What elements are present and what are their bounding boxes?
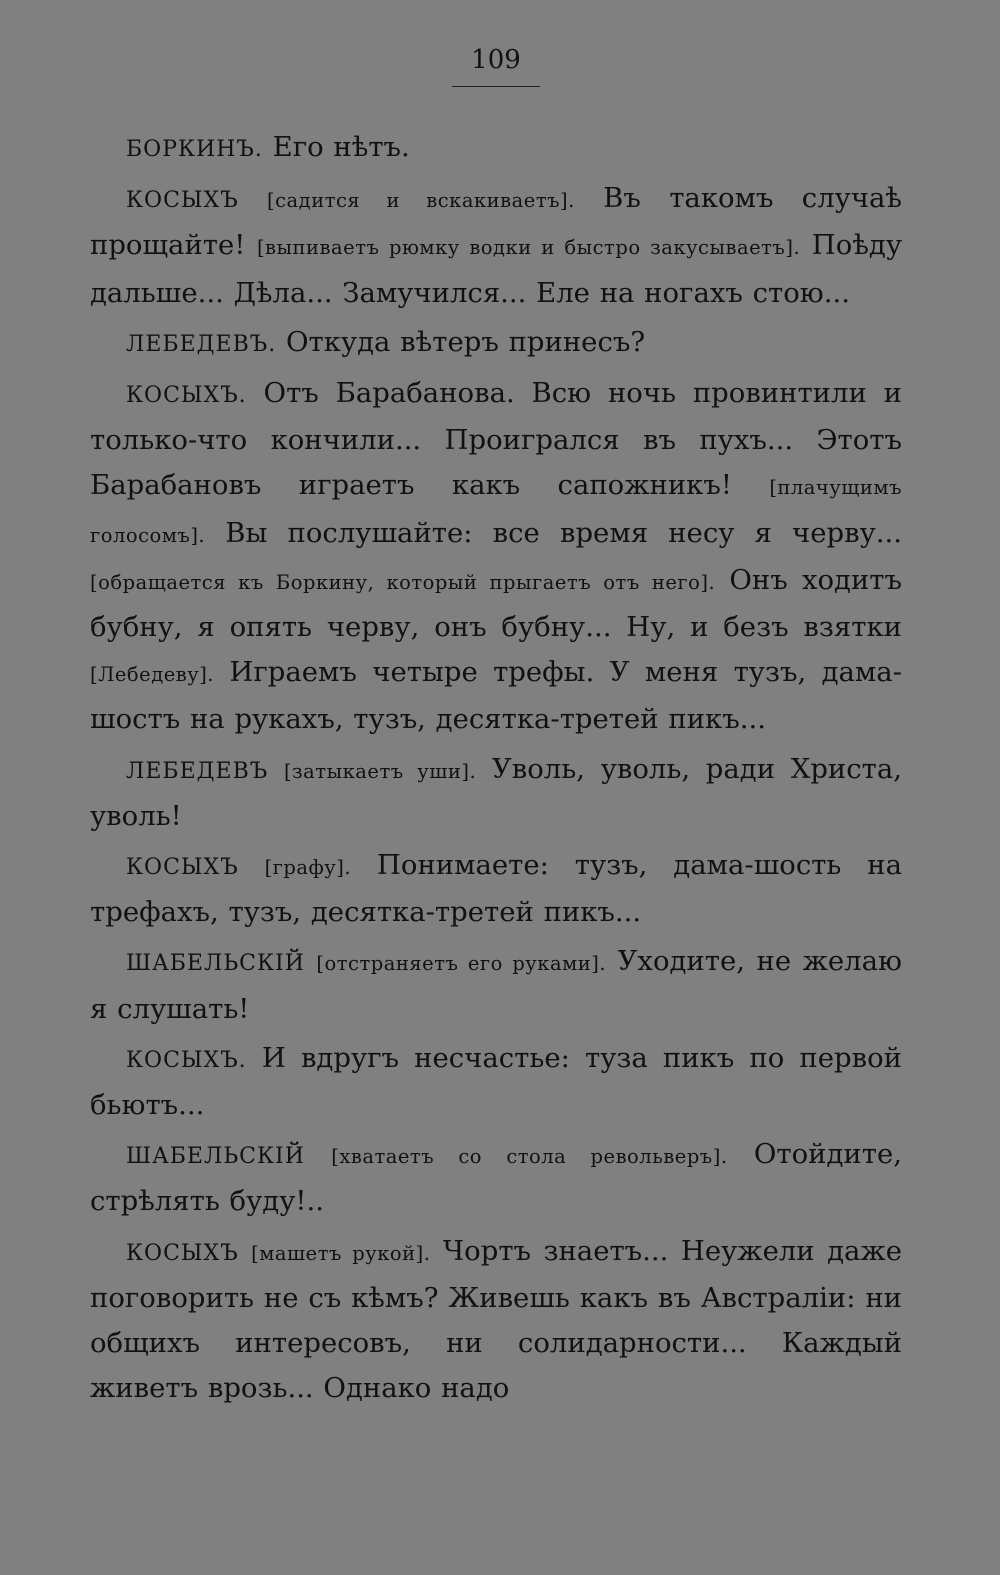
page-number: 109 <box>471 45 521 75</box>
dialogue-paragraph <box>90 320 902 367</box>
book-page <box>90 40 902 1540</box>
speech-text: Его нѣтъ. <box>272 131 410 163</box>
speaker-name: ЛЕБЕДЕВЪ <box>126 758 269 784</box>
speech-text: Онъ ходитъ бубну, я опять черву, онъ бубну... Ну, и безъ взятки <box>90 563 902 644</box>
speech-text: И вдругъ несчастье: туза пикъ по первой бьютъ... <box>90 1041 902 1122</box>
dialogue-paragraph <box>90 125 902 172</box>
speech-text: Играемъ четыре трефы. У меня тузъ, дама-шостъ на рукахъ, тузъ, десятка-третей пикъ... <box>90 656 902 736</box>
speech-text: Уволь, уволь, ради Христа, уволь! <box>90 752 903 832</box>
speaker-name: КОСЫХЪ. <box>126 1047 247 1073</box>
play-text-body <box>90 125 902 1415</box>
speaker-name: КОСЫХЪ <box>126 855 239 881</box>
speaker-name: КОСЫХЪ <box>126 1240 239 1266</box>
stage-direction: [Лебедеву]. <box>90 663 215 687</box>
stage-direction: [отстраняетъ его руками]. <box>316 952 607 976</box>
speech-text: Отъ Барабанова. Всю ночь провинтили и только-что кончили... Проигрался въ пухъ... Этотъ Барабановъ играетъ какъ сапожникъ! <box>90 377 902 502</box>
speaker-name: ШАБЕЛЬСКІЙ <box>126 951 305 977</box>
stage-direction: [графу]. <box>264 856 352 880</box>
stage-direction: [садится и вскакиваетъ]. <box>267 189 575 213</box>
speech-text: Уходите, не желаю я слушать! <box>90 945 902 1025</box>
stage-direction: [затыкаетъ уши]. <box>283 759 477 783</box>
dialogue-paragraph <box>90 843 902 935</box>
speech-text: Чортъ знаетъ... Неужели даже поговорить не съ кѣмъ? Живешь какъ въ Австраліи: ни общихъ интересовъ, ни солидарности... Каждый живетъ врозь... Однако надо <box>90 1234 902 1405</box>
speech-text: Откуда вѣтеръ принесъ? <box>285 325 646 358</box>
dialogue-paragraph <box>90 1132 902 1224</box>
stage-direction: [выпиваетъ рюмку водки и быстро закусываетъ]. <box>256 236 801 260</box>
speaker-name: ШАБЕЛЬСКІЙ <box>126 1144 305 1170</box>
speaker-name: ЛЕБЕДЕВЪ. <box>126 331 277 357</box>
stage-direction: [плачущимъ голосомъ]. <box>90 476 902 547</box>
speech-text: Поѣду дальше... Дѣла... Замучился... Еле на ногахъ стою... <box>90 229 903 309</box>
speech-text: Вы послушайте: все время несу я черву... <box>225 516 902 549</box>
speech-text: Отойдите, стрѣлять буду!.. <box>90 1138 902 1218</box>
dialogue-paragraph <box>90 747 902 839</box>
stage-direction: [хватаетъ со стола револьверъ]. <box>331 1145 728 1169</box>
dialogue-paragraph <box>90 371 902 743</box>
header-rule <box>452 86 540 87</box>
dialogue-paragraph <box>90 1229 902 1412</box>
speaker-name: КОСЫХЪ <box>126 188 239 214</box>
speaker-name: БОРКИНЪ. <box>126 137 263 162</box>
dialogue-paragraph <box>90 1036 902 1128</box>
dialogue-paragraph <box>90 939 902 1031</box>
speaker-name: КОСЫХЪ. <box>126 383 247 409</box>
speech-text: Понимаете: тузъ, дама-шость на трефахъ, тузъ, десятка-третей пикъ... <box>90 849 902 929</box>
stage-direction: [обращается къ Боркину, который прыгаетъ отъ него]. <box>90 570 716 594</box>
page-header <box>90 40 902 100</box>
stage-direction: [машетъ рукой]. <box>251 1241 431 1265</box>
speech-text: Въ такомъ случаѣ прощайте! <box>90 182 902 262</box>
dialogue-paragraph <box>90 176 902 316</box>
